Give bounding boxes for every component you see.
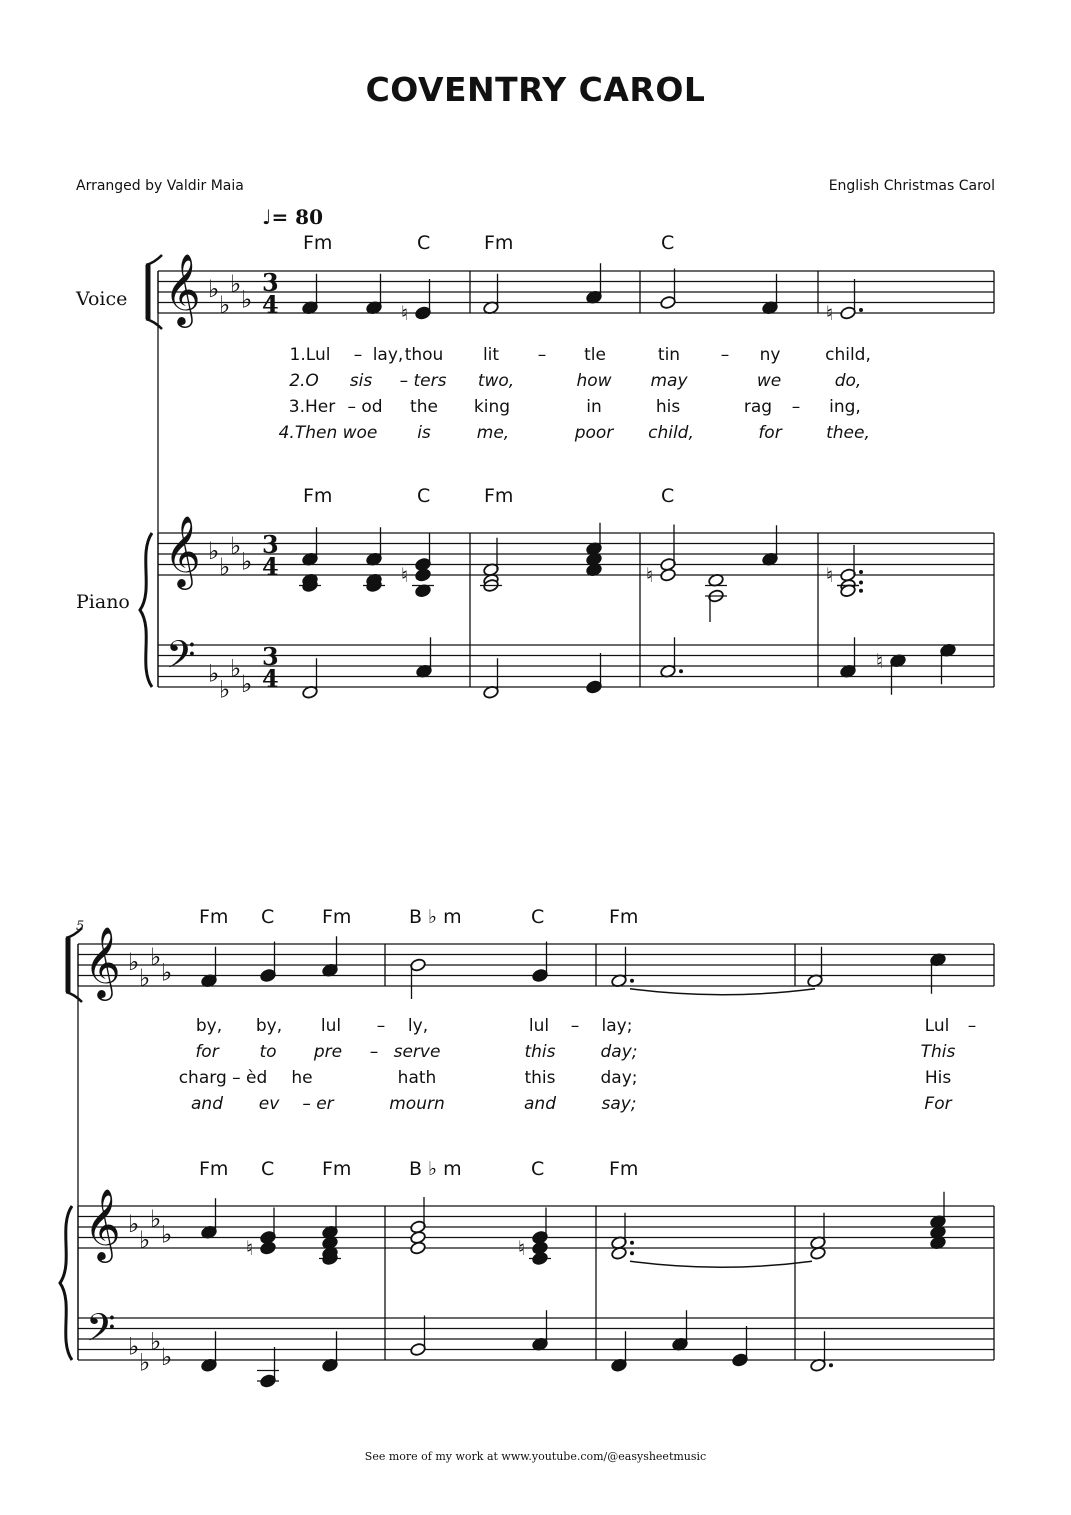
dot: [859, 308, 863, 312]
clefs: [84, 252, 201, 1359]
lyric-syllable: His: [924, 1068, 952, 1088]
chord-symbol: C: [261, 1158, 275, 1180]
lyric-syllable: – od: [347, 397, 383, 417]
lyric-syllable: by,: [255, 1016, 283, 1036]
flat-sign-icon: ♭: [139, 1348, 151, 1377]
lyric-syllable: we: [756, 371, 782, 391]
lyric-syllable: sis: [349, 371, 373, 391]
tie: [630, 989, 815, 995]
lyric-syllable: For: [924, 1094, 952, 1114]
lyric-syllable: 4.Then woe: [278, 423, 378, 443]
lyric-syllable: –: [537, 345, 547, 365]
lyric-syllable: for: [758, 423, 782, 443]
lyric-syllable: serve: [393, 1042, 441, 1062]
note-head: [532, 968, 549, 982]
lyric-syllable: is: [417, 423, 431, 443]
lyric-syllable: in: [586, 397, 602, 417]
footer-note: See more of my work at www.youtube.com/@easysheetmusic: [364, 1450, 707, 1463]
flat-sign-icon: ♭: [230, 531, 242, 560]
lyric-syllable: –: [376, 1016, 386, 1036]
natural-sign-icon: ♮: [246, 1236, 254, 1260]
flat-sign-icon: ♭: [161, 958, 173, 987]
lyric-syllable: ev: [258, 1094, 280, 1114]
arranger-credit: Arranged by Valdir Maia: [76, 178, 244, 194]
flat-sign-icon: ♭: [139, 963, 151, 992]
chord-symbol: C: [417, 485, 431, 507]
instrument-label-voice: Voice: [76, 288, 128, 310]
lyric-syllable: and: [524, 1094, 556, 1114]
note-head: [410, 1241, 427, 1255]
flat-sign-icon: ♭: [161, 1220, 173, 1249]
lyric-syllable: his: [655, 397, 681, 417]
natural-sign-icon: ♮: [646, 563, 654, 587]
tempo-value: = 80: [271, 205, 323, 229]
note-head: [660, 295, 677, 309]
lyric-syllable: –: [369, 1042, 379, 1062]
lyric-syllable: by,: [195, 1016, 223, 1036]
chord-symbol: Fm: [199, 1158, 229, 1180]
chord-symbol: C: [417, 232, 431, 254]
lyric-syllable: – ters: [399, 371, 447, 391]
chord-symbol: B ♭ m: [409, 1158, 462, 1180]
note-head: [586, 680, 603, 694]
lyric-syllable: 2.O: [289, 371, 319, 391]
treble-clef-icon: 𝄞: [84, 1187, 121, 1260]
lyric-syllable: lay;: [601, 1016, 633, 1036]
lyric-syllable: tin: [657, 345, 681, 365]
lyric-syllable: Lul: [924, 1016, 950, 1036]
flat-sign-icon: ♭: [128, 1210, 140, 1238]
time-signature-top: 3: [262, 530, 279, 559]
bass-clef-icon: 𝄢: [166, 632, 196, 686]
natural-sign-icon: ♮: [876, 648, 884, 673]
lyric-syllable: and: [191, 1094, 223, 1114]
lyric-syllable: he: [291, 1068, 313, 1088]
measure-number: 5: [76, 919, 85, 934]
flat-sign-icon: ♭: [128, 1332, 140, 1361]
lyric-syllable: charg – èd: [178, 1068, 268, 1088]
chord-symbol: Fm: [609, 906, 639, 928]
natural-sign-icon: ♮: [518, 1236, 526, 1260]
flat-sign-icon: ♭: [139, 1225, 151, 1254]
lyric-syllable: –: [967, 1016, 977, 1036]
lyric-syllable: pre: [313, 1042, 343, 1062]
time-signature-bottom: 4: [262, 290, 279, 319]
chord-symbol: B ♭ m: [409, 906, 462, 928]
time-signature-top: 3: [262, 642, 279, 671]
note-head: [732, 1353, 749, 1367]
flat-sign-icon: ♭: [230, 654, 242, 683]
chord-symbol: C: [261, 906, 275, 928]
note-head: [415, 306, 432, 320]
note-head: [410, 958, 427, 972]
flat-sign-icon: ♭: [219, 675, 231, 704]
lyric-syllable: two,: [477, 371, 515, 391]
flat-sign-icon: ♭: [241, 547, 253, 576]
flat-sign-icon: ♭: [208, 659, 220, 688]
note-head: [260, 1241, 277, 1255]
time-signatures: [262, 268, 279, 693]
lyric-syllable: to: [259, 1042, 277, 1062]
instrument-label-piano: Piano: [76, 591, 130, 613]
treble-clef-icon: 𝄞: [164, 252, 201, 325]
dot: [630, 979, 634, 983]
chord-symbol: Fm: [322, 1158, 352, 1180]
flat-sign-icon: ♭: [150, 1204, 162, 1233]
piano-brace: [140, 533, 152, 687]
dot: [630, 1241, 634, 1245]
lyric-syllable: thou: [404, 345, 444, 365]
natural-sign-icon: ♮: [401, 563, 409, 587]
chord-symbol: Fm: [484, 485, 514, 507]
dot: [859, 570, 863, 574]
dot: [829, 1363, 833, 1367]
tempo-marking: [262, 205, 323, 229]
chord-symbol: Fm: [199, 906, 229, 928]
lyric-syllable: ing,: [829, 397, 861, 417]
lyric-syllable: lul: [528, 1016, 550, 1036]
flat-sign-icon: ♭: [241, 670, 253, 698]
chord-symbol: C: [661, 232, 675, 254]
bass-clef-icon: 𝄢: [86, 1305, 116, 1359]
note-head: [660, 568, 677, 582]
chord-symbol: Fm: [609, 1158, 639, 1180]
lyric-syllable: –: [720, 345, 730, 365]
lyric-syllable: – er: [302, 1094, 334, 1114]
lyric-syllable: do,: [834, 371, 862, 391]
note-head: [410, 1342, 427, 1356]
treble-clef-icon: 𝄞: [164, 514, 201, 587]
note-head: [415, 568, 432, 582]
chord-symbol: Fm: [303, 485, 333, 507]
lyric-syllable: lul: [320, 1016, 342, 1036]
lyric-syllable: child,: [825, 345, 871, 365]
lyric-syllable: king: [473, 397, 511, 417]
natural-sign-icon: ♮: [401, 301, 409, 325]
flat-sign-icon: ♭: [219, 290, 231, 319]
lyric-syllable: –: [353, 345, 363, 365]
lyric-syllable: day;: [600, 1068, 638, 1088]
lyric-syllable: rag: [743, 397, 773, 417]
lyric-syllable: 3.Her: [288, 397, 336, 417]
tie: [630, 1261, 812, 1267]
flat-sign-icon: ♭: [219, 552, 231, 581]
lyric-syllable: lit: [482, 345, 500, 365]
flat-sign-icon: ♭: [208, 275, 220, 303]
lyric-syllable: thee,: [826, 423, 870, 443]
natural-sign-icon: ♮: [826, 301, 834, 325]
lyric-syllable: lay,: [372, 345, 404, 365]
lyric-syllable: how: [576, 371, 612, 391]
flat-sign-icon: ♭: [161, 1343, 173, 1371]
bracket-hook: [146, 255, 162, 265]
bracket-hook: [146, 319, 162, 329]
lyric-syllable: This: [920, 1042, 956, 1062]
flat-sign-icon: ♭: [241, 285, 253, 314]
lyric-syllable: –: [570, 1016, 580, 1036]
lyric-syllable: hath: [397, 1068, 437, 1088]
bracket-hook: [66, 992, 82, 1002]
piano-brace: [60, 1206, 72, 1360]
lyric-syllable: ny: [759, 345, 781, 365]
lyric-syllable: the: [410, 397, 438, 417]
lyric-syllable: may: [650, 371, 688, 391]
quarter-note-icon: ♩: [262, 205, 272, 229]
time-signature-bottom: 4: [262, 552, 279, 581]
time-signature-bottom: 4: [262, 664, 279, 693]
dot: [859, 581, 863, 585]
lyric-syllable: say;: [601, 1094, 637, 1114]
time-signature-top: 3: [262, 268, 279, 297]
flat-sign-icon: ♭: [128, 948, 140, 976]
lyric-syllable: –: [791, 397, 801, 417]
page-title: COVENTRY CAROL: [365, 70, 706, 109]
dot: [859, 589, 863, 593]
lyric-syllable: child,: [648, 423, 694, 443]
chord-symbol: Fm: [322, 906, 352, 928]
chord-symbol: C: [661, 485, 675, 507]
source-credit: English Christmas Carol: [828, 178, 995, 194]
dot: [630, 1251, 634, 1255]
note-head: [840, 306, 857, 320]
chord-symbol: Fm: [484, 232, 514, 254]
lyric-syllable: 1.Lul: [289, 345, 331, 365]
note-head: [260, 968, 277, 982]
lyric-syllable: mourn: [389, 1094, 445, 1114]
lyric-syllable: this: [524, 1042, 556, 1062]
flat-sign-icon: ♭: [150, 942, 162, 971]
chord-symbol: C: [531, 906, 545, 928]
lyric-syllable: ly,: [407, 1016, 429, 1036]
lyric-syllable: this: [524, 1068, 556, 1088]
treble-clef-icon: 𝄞: [84, 925, 121, 998]
flat-sign-icon: ♭: [230, 269, 242, 298]
key-signatures: [128, 270, 252, 1377]
natural-sign-icon: ♮: [826, 563, 834, 587]
chord-symbol: C: [531, 1158, 545, 1180]
dot: [679, 669, 683, 673]
flat-sign-icon: ♭: [208, 537, 220, 565]
lyric-syllable: me,: [476, 423, 510, 443]
lyric-syllable: poor: [574, 423, 614, 443]
chord-symbol: Fm: [303, 232, 333, 254]
lyric-syllable: tle: [584, 345, 606, 365]
lyric-syllable: day;: [600, 1042, 638, 1062]
lyric-syllable: for: [195, 1042, 219, 1062]
flat-sign-icon: ♭: [150, 1327, 162, 1356]
